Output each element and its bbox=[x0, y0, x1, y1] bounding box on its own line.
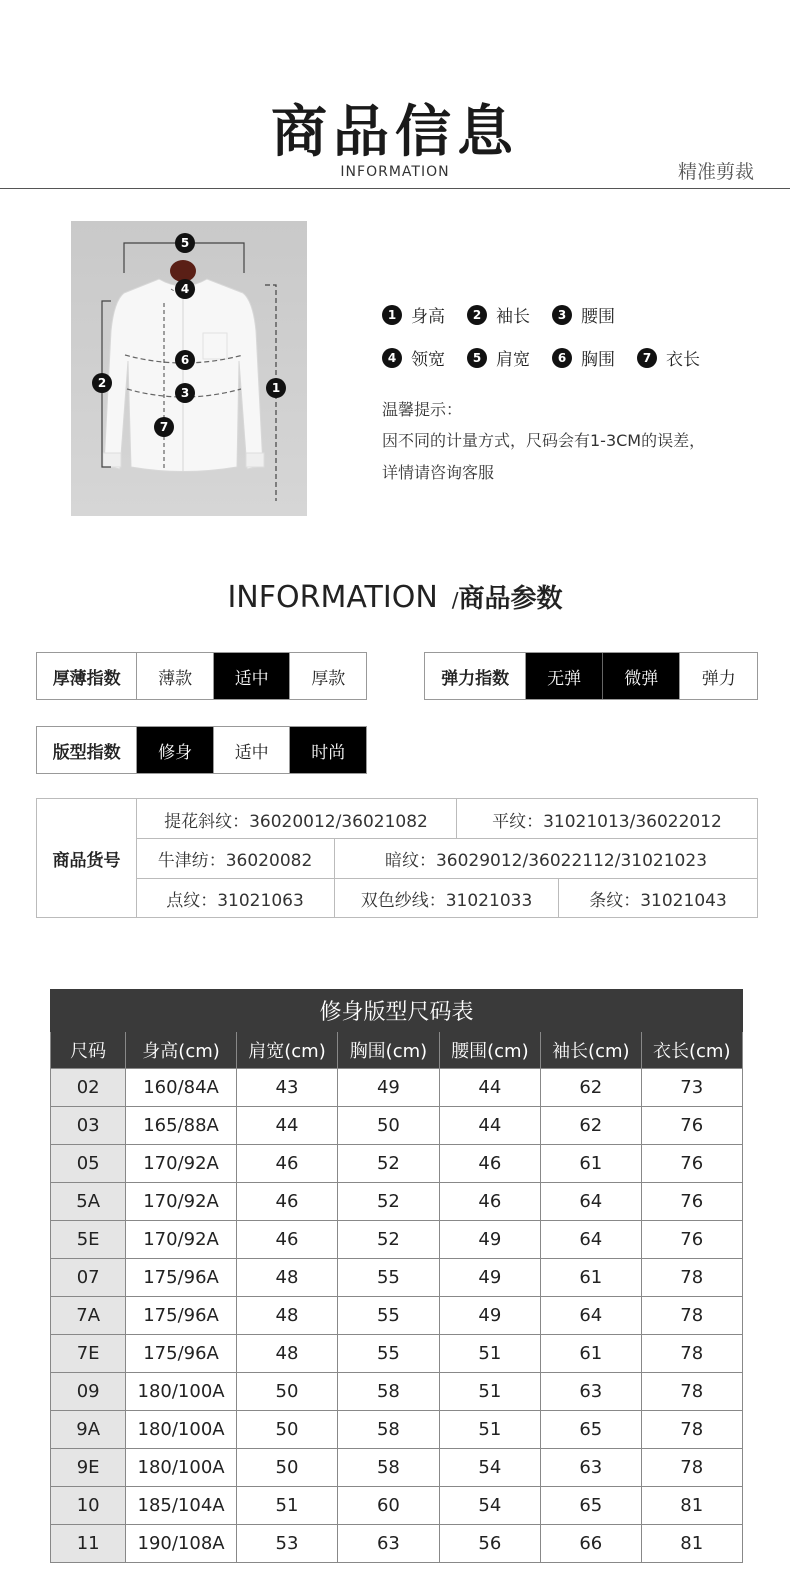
header-divider bbox=[0, 188, 790, 189]
table-cell: 50 bbox=[338, 1107, 439, 1145]
table-cell: 185/104A bbox=[126, 1487, 236, 1525]
table-cell: 170/92A bbox=[126, 1145, 236, 1183]
table-cell: 65 bbox=[541, 1487, 641, 1525]
table-cell: 53 bbox=[236, 1525, 337, 1563]
table-row bbox=[51, 1259, 743, 1297]
elasticity-option-stretch: 弹力 bbox=[679, 653, 757, 699]
legend-item: 4 领宽 bbox=[382, 345, 445, 370]
product-code-label: 商品货号 bbox=[37, 799, 137, 917]
size-code-cell: 9E bbox=[51, 1449, 126, 1487]
size-table-column-header: 胸围(cm) bbox=[338, 1032, 439, 1069]
table-row bbox=[51, 1335, 743, 1373]
legend-item: 5 肩宽 bbox=[467, 345, 530, 370]
size-table-column-header: 尺码 bbox=[51, 1032, 126, 1069]
tip-title: 温馨提示： bbox=[382, 400, 463, 419]
table-cell: 64 bbox=[541, 1221, 641, 1259]
size-table-column-header: 身高(cm) bbox=[126, 1032, 236, 1069]
info-heading bbox=[0, 578, 790, 615]
elasticity-option-none: 无弹 bbox=[525, 653, 602, 699]
table-cell: 76 bbox=[641, 1221, 742, 1259]
legend-item: 6 胸围 bbox=[552, 345, 615, 370]
code-oxford: 牛津纺：36020082 bbox=[157, 851, 313, 871]
size-table-column-header: 袖长(cm) bbox=[541, 1032, 641, 1069]
table-cell: 81 bbox=[641, 1525, 742, 1563]
size-code-cell: 7A bbox=[51, 1297, 126, 1335]
legend-item: 2 袖长 bbox=[467, 302, 530, 327]
table-row bbox=[51, 1297, 743, 1335]
thickness-option-thick: 厚款 bbox=[289, 653, 366, 699]
legend-item: 3 腰围 bbox=[552, 302, 615, 327]
table-cell: 65 bbox=[541, 1411, 641, 1449]
table-cell: 76 bbox=[641, 1145, 742, 1183]
table-row bbox=[51, 1411, 743, 1449]
table-cell: 58 bbox=[338, 1449, 439, 1487]
table-cell: 180/100A bbox=[126, 1411, 236, 1449]
table-cell: 61 bbox=[541, 1259, 641, 1297]
table-cell: 180/100A bbox=[126, 1449, 236, 1487]
table-cell: 44 bbox=[236, 1107, 337, 1145]
table-cell: 56 bbox=[439, 1525, 540, 1563]
table-cell: 48 bbox=[236, 1259, 337, 1297]
table-cell: 44 bbox=[439, 1069, 540, 1107]
thickness-option-medium: 适中 bbox=[213, 653, 290, 699]
size-code-cell: 10 bbox=[51, 1487, 126, 1525]
table-cell: 81 bbox=[641, 1487, 742, 1525]
elasticity-index bbox=[424, 652, 758, 700]
marker-2: 2 bbox=[92, 373, 112, 393]
table-cell: 62 bbox=[541, 1107, 641, 1145]
tagline: 精准剪裁 bbox=[677, 161, 754, 183]
legend-row-1 bbox=[382, 302, 637, 327]
table-cell: 51 bbox=[439, 1373, 540, 1411]
product-code-grid bbox=[36, 798, 758, 918]
fit-label: 版型指数 bbox=[52, 742, 121, 763]
table-cell: 52 bbox=[338, 1183, 439, 1221]
table-cell: 78 bbox=[641, 1297, 742, 1335]
table-row bbox=[51, 1069, 743, 1107]
thickness-index bbox=[36, 652, 367, 700]
marker-1: 1 bbox=[266, 378, 286, 398]
table-cell: 46 bbox=[236, 1221, 337, 1259]
table-cell: 58 bbox=[338, 1411, 439, 1449]
code-two-tone: 双色纱线：31021033 bbox=[334, 879, 558, 917]
table-row bbox=[51, 1449, 743, 1487]
table-cell: 51 bbox=[439, 1335, 540, 1373]
table-row bbox=[51, 1525, 743, 1563]
info-heading-slash: / bbox=[451, 588, 459, 612]
table-cell: 49 bbox=[338, 1069, 439, 1107]
table-cell: 61 bbox=[541, 1145, 641, 1183]
table-cell: 63 bbox=[541, 1449, 641, 1487]
table-cell: 49 bbox=[439, 1297, 540, 1335]
shirt-measurement-image bbox=[71, 221, 307, 516]
table-cell: 58 bbox=[338, 1373, 439, 1411]
marker-6: 6 bbox=[175, 350, 195, 370]
table-cell: 49 bbox=[439, 1221, 540, 1259]
size-code-cell: 09 bbox=[51, 1373, 126, 1411]
table-cell: 55 bbox=[338, 1335, 439, 1373]
size-code-cell: 02 bbox=[51, 1069, 126, 1107]
table-cell: 78 bbox=[641, 1335, 742, 1373]
table-row bbox=[51, 1107, 743, 1145]
table-cell: 51 bbox=[236, 1487, 337, 1525]
elasticity-label: 弹力指数 bbox=[441, 668, 510, 689]
table-cell: 55 bbox=[338, 1297, 439, 1335]
table-cell: 55 bbox=[338, 1259, 439, 1297]
table-cell: 48 bbox=[236, 1297, 337, 1335]
tip-line-1: 因不同的计量方式，尺码会有1-3CM的误差， bbox=[382, 431, 706, 450]
table-cell: 63 bbox=[338, 1525, 439, 1563]
table-cell: 175/96A bbox=[126, 1297, 236, 1335]
table-cell: 63 bbox=[541, 1373, 641, 1411]
size-table-column-header: 衣长(cm) bbox=[641, 1032, 742, 1069]
fit-option-fashion: 时尚 bbox=[289, 727, 366, 773]
table-cell: 165/88A bbox=[126, 1107, 236, 1145]
table-cell: 43 bbox=[236, 1069, 337, 1107]
marker-5: 5 bbox=[175, 233, 195, 253]
table-cell: 73 bbox=[641, 1069, 742, 1107]
elasticity-option-slight: 微弹 bbox=[602, 653, 680, 699]
table-cell: 160/84A bbox=[126, 1069, 236, 1107]
table-cell: 170/92A bbox=[126, 1221, 236, 1259]
size-code-cell: 07 bbox=[51, 1259, 126, 1297]
table-cell: 49 bbox=[439, 1259, 540, 1297]
legend-item: 7 衣长 bbox=[637, 345, 700, 370]
table-cell: 61 bbox=[541, 1335, 641, 1373]
table-cell: 76 bbox=[641, 1183, 742, 1221]
table-cell: 54 bbox=[439, 1487, 540, 1525]
thickness-option-thin: 薄款 bbox=[136, 653, 213, 699]
size-code-cell: 5E bbox=[51, 1221, 126, 1259]
tip-line-2: 详情请咨询客服 bbox=[382, 463, 495, 482]
table-row bbox=[51, 1487, 743, 1525]
marker-4: 4 bbox=[175, 279, 195, 299]
fit-option-regular: 适中 bbox=[213, 727, 290, 773]
info-heading-cn: 商品参数 bbox=[458, 584, 563, 614]
table-cell: 46 bbox=[236, 1183, 337, 1221]
table-cell: 52 bbox=[338, 1145, 439, 1183]
code-dot: 点纹：31021063 bbox=[166, 890, 304, 911]
size-code-cell: 9A bbox=[51, 1411, 126, 1449]
table-cell: 76 bbox=[641, 1107, 742, 1145]
page-title: 商品信息 bbox=[271, 100, 519, 165]
marker-7: 7 bbox=[154, 417, 174, 437]
size-table-header bbox=[51, 1032, 743, 1069]
table-cell: 46 bbox=[439, 1145, 540, 1183]
marker-3: 3 bbox=[175, 383, 195, 403]
code-jacquard: 提花斜纹：36020012/36021082 bbox=[164, 811, 428, 832]
size-code-cell: 03 bbox=[51, 1107, 126, 1145]
table-cell: 180/100A bbox=[126, 1373, 236, 1411]
table-row bbox=[51, 1373, 743, 1411]
thickness-label: 厚薄指数 bbox=[52, 668, 121, 689]
code-row bbox=[136, 878, 757, 917]
table-cell: 46 bbox=[439, 1183, 540, 1221]
table-cell: 48 bbox=[236, 1335, 337, 1373]
table-cell: 64 bbox=[541, 1183, 641, 1221]
size-table-title: 修身版型尺码表 bbox=[51, 990, 743, 1032]
info-heading-en: INFORMATION bbox=[227, 580, 438, 615]
table-cell: 60 bbox=[338, 1487, 439, 1525]
table-cell: 78 bbox=[641, 1259, 742, 1297]
table-cell: 44 bbox=[439, 1107, 540, 1145]
size-code-cell: 11 bbox=[51, 1525, 126, 1563]
table-cell: 64 bbox=[541, 1297, 641, 1335]
code-plain: 平纹：31021013/36022012 bbox=[456, 799, 757, 839]
table-cell: 52 bbox=[338, 1221, 439, 1259]
size-table-column-header: 腰围(cm) bbox=[439, 1032, 540, 1069]
table-cell: 62 bbox=[541, 1069, 641, 1107]
legend-row-2 bbox=[382, 345, 722, 370]
table-cell: 175/96A bbox=[126, 1335, 236, 1373]
code-row bbox=[136, 838, 757, 878]
code-row bbox=[136, 799, 757, 839]
table-cell: 50 bbox=[236, 1411, 337, 1449]
table-cell: 78 bbox=[641, 1411, 742, 1449]
size-table bbox=[50, 989, 743, 1563]
size-code-cell: 05 bbox=[51, 1145, 126, 1183]
page-subtitle: INFORMATION bbox=[340, 164, 450, 180]
size-table-body bbox=[51, 1069, 743, 1563]
table-cell: 50 bbox=[236, 1373, 337, 1411]
table-row bbox=[51, 1145, 743, 1183]
table-cell: 190/108A bbox=[126, 1525, 236, 1563]
table-row bbox=[51, 1221, 743, 1259]
size-table-column-header: 肩宽(cm) bbox=[236, 1032, 337, 1069]
table-cell: 66 bbox=[541, 1525, 641, 1563]
code-dark-pattern: 暗纹：36029012/36022112/31021023 bbox=[334, 839, 757, 878]
fit-option-slim: 修身 bbox=[136, 727, 213, 773]
table-cell: 170/92A bbox=[126, 1183, 236, 1221]
table-cell: 51 bbox=[439, 1411, 540, 1449]
table-cell: 175/96A bbox=[126, 1259, 236, 1297]
fit-index bbox=[36, 726, 367, 774]
table-cell: 78 bbox=[641, 1449, 742, 1487]
code-stripe: 条纹：31021043 bbox=[558, 879, 757, 917]
table-cell: 78 bbox=[641, 1373, 742, 1411]
legend-item: 1 身高 bbox=[382, 302, 445, 327]
size-code-cell: 5A bbox=[51, 1183, 126, 1221]
size-code-cell: 7E bbox=[51, 1335, 126, 1373]
table-cell: 50 bbox=[236, 1449, 337, 1487]
table-cell: 46 bbox=[236, 1145, 337, 1183]
table-row bbox=[51, 1183, 743, 1221]
table-cell: 54 bbox=[439, 1449, 540, 1487]
